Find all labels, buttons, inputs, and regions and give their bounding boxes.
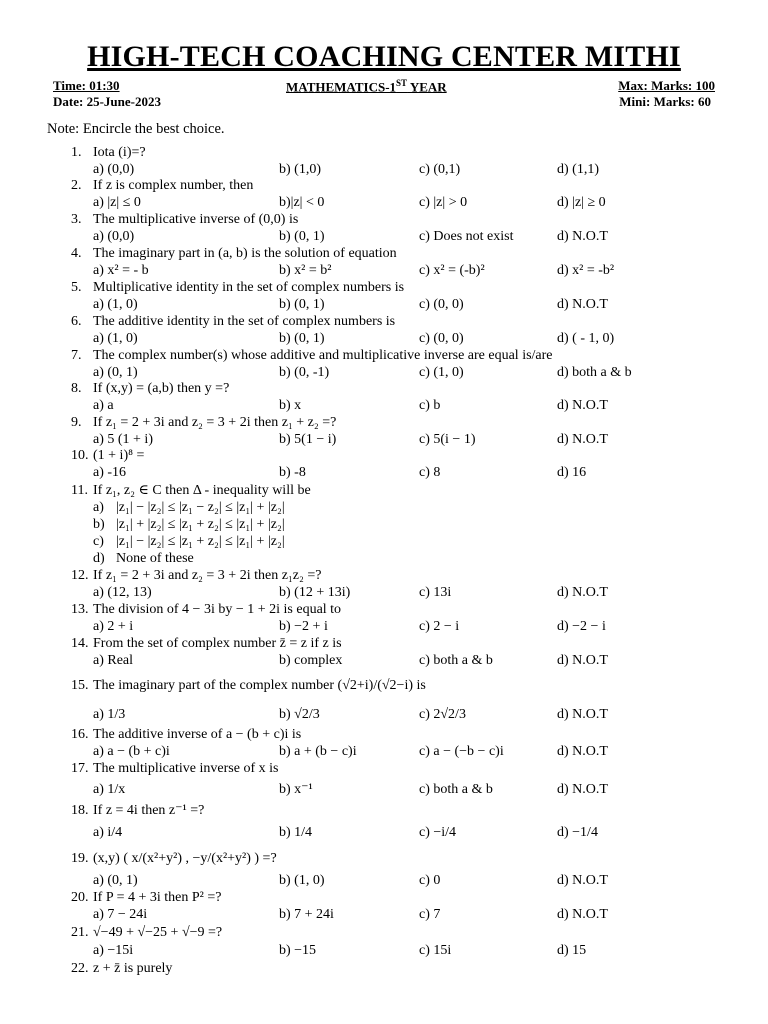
question-number: 7. bbox=[71, 348, 82, 363]
option-letter: d) bbox=[93, 551, 105, 566]
options-row bbox=[0, 824, 768, 841]
question-row bbox=[0, 601, 768, 618]
date-label: Date: 25-June-2023 bbox=[53, 94, 161, 109]
options-row bbox=[0, 194, 768, 211]
option-d[interactable]: d) N.O.T bbox=[557, 707, 608, 722]
question-number: 18. bbox=[71, 803, 89, 818]
question-number: 16. bbox=[71, 727, 89, 742]
option-d[interactable]: d) 16 bbox=[557, 465, 587, 480]
option-d[interactable]: d) N.O.T bbox=[557, 653, 608, 668]
question-text: The imaginary part of the complex number (√2+i)/(√2−i) is bbox=[93, 678, 426, 693]
option-a[interactable]: a) 7 − 24i bbox=[93, 907, 148, 922]
time-label: Time: 01:30 bbox=[53, 78, 120, 93]
option-c[interactable]: c) 15i bbox=[419, 943, 452, 958]
question-number: 9. bbox=[71, 415, 82, 430]
question-text: The multiplicative inverse of x is bbox=[93, 761, 279, 776]
question-row bbox=[0, 313, 768, 330]
option-b[interactable]: b) (0, 1) bbox=[279, 331, 325, 346]
option-d[interactable]: d) 15 bbox=[557, 943, 587, 958]
question-row bbox=[0, 144, 768, 161]
option-a[interactable]: a) 5 (1 + i) bbox=[93, 432, 153, 447]
question-number: 15. bbox=[71, 678, 89, 693]
option-row bbox=[0, 550, 768, 567]
option-d[interactable]: d) both a & b bbox=[557, 365, 632, 380]
question-number: 8. bbox=[71, 381, 82, 396]
question-text: The additive identity in the set of complex numbers is bbox=[93, 314, 396, 329]
document-title: HIGH-TECH COACHING CENTER MITHI bbox=[87, 40, 681, 73]
option-b[interactable]: b) 5(1 − i) bbox=[279, 432, 337, 447]
question-number: 11. bbox=[71, 483, 88, 498]
option-b[interactable]: b)|z| < 0 bbox=[279, 195, 325, 210]
option-a[interactable]: a) (12, 13) bbox=[93, 585, 152, 600]
options-row bbox=[0, 296, 768, 313]
question-text: If z = 4i then z⁻¹ =? bbox=[93, 803, 205, 818]
option-a[interactable]: a) −15i bbox=[93, 943, 134, 958]
options-row bbox=[0, 397, 768, 414]
question-number: 2. bbox=[71, 178, 82, 193]
subject-label: MATHEMATICS-1ST YEAR bbox=[286, 78, 447, 95]
option-d[interactable]: d) −1/4 bbox=[557, 825, 598, 840]
question-row bbox=[0, 677, 768, 694]
option-c[interactable]: c) a − (−b − c)i bbox=[419, 744, 504, 759]
option-text[interactable]: None of these bbox=[116, 551, 194, 566]
question-number: 10. bbox=[71, 448, 89, 463]
option-a[interactable]: a) a − (b + c)i bbox=[93, 744, 170, 759]
option-d[interactable]: d) N.O.T bbox=[557, 398, 608, 413]
question-row bbox=[0, 726, 768, 743]
question-text: If z is complex number, then bbox=[93, 178, 254, 193]
question-number: 1. bbox=[71, 145, 82, 160]
question-row bbox=[0, 802, 768, 819]
options-row bbox=[0, 618, 768, 635]
option-c[interactable]: c) (0,1) bbox=[419, 162, 461, 177]
question-number: 13. bbox=[71, 602, 89, 617]
question-number: 3. bbox=[71, 212, 82, 227]
option-b[interactable]: b) a + (b − c)i bbox=[279, 744, 357, 759]
options-row bbox=[0, 872, 768, 889]
option-a[interactable]: a) -16 bbox=[93, 465, 127, 480]
question-number: 19. bbox=[71, 851, 89, 866]
options-row bbox=[0, 161, 768, 178]
question-row bbox=[0, 414, 768, 431]
question-row bbox=[0, 889, 768, 906]
question-row bbox=[0, 447, 768, 464]
question-number: 20. bbox=[71, 890, 89, 905]
question-row bbox=[0, 960, 768, 977]
options-row bbox=[0, 652, 768, 669]
option-b[interactable]: b) (12 + 13i) bbox=[279, 585, 351, 600]
option-letter: c) bbox=[93, 534, 104, 549]
question-text: If z₁, z₂ ∈ C then Δ - inequality will be bbox=[93, 483, 311, 498]
option-b[interactable]: b) complex bbox=[279, 653, 343, 668]
option-a[interactable]: a) Real bbox=[93, 653, 134, 668]
option-d[interactable]: d) N.O.T bbox=[557, 907, 608, 922]
options-row bbox=[0, 364, 768, 381]
option-c[interactable]: c) 0 bbox=[419, 873, 441, 888]
option-b[interactable]: b) x⁻¹ bbox=[279, 782, 313, 797]
option-d[interactable]: d) N.O.T bbox=[557, 782, 608, 797]
option-a[interactable]: a) x² = - b bbox=[93, 263, 149, 278]
option-c[interactable]: c) (0, 0) bbox=[419, 297, 464, 312]
question-row bbox=[0, 380, 768, 397]
option-b[interactable]: b) 1/4 bbox=[279, 825, 313, 840]
option-c[interactable]: c) |z| > 0 bbox=[419, 195, 468, 210]
option-a[interactable]: a) (1, 0) bbox=[93, 331, 138, 346]
question-row bbox=[0, 347, 768, 364]
question-number: 14. bbox=[71, 636, 89, 651]
option-text[interactable]: |z₁| − |z₂| ≤ |z₁ − z₂| ≤ |z₁| + |z₂| bbox=[116, 500, 285, 515]
question-row bbox=[0, 211, 768, 228]
option-b[interactable]: b) (0, -1) bbox=[279, 365, 330, 380]
option-c[interactable]: c) −i/4 bbox=[419, 825, 457, 840]
question-number: 22. bbox=[71, 961, 89, 976]
question-text: Multiplicative identity in the set of complex numbers is bbox=[93, 280, 405, 295]
option-d[interactable]: d) ( - 1, 0) bbox=[557, 331, 615, 346]
question-text: If (x,y) = (a,b) then y =? bbox=[93, 381, 230, 396]
option-a[interactable]: a) a bbox=[93, 398, 114, 413]
option-a[interactable]: a) 1/3 bbox=[93, 707, 126, 722]
option-b[interactable]: b) x² = b² bbox=[279, 263, 332, 278]
option-d[interactable]: d) |z| ≥ 0 bbox=[557, 195, 606, 210]
question-text: The additive inverse of a − (b + c)i is bbox=[93, 727, 302, 742]
option-text[interactable]: |z₁| − |z₂| ≤ |z₁ + z₂| ≤ |z₁| + |z₂| bbox=[116, 534, 285, 549]
question-text: √−49 + √−25 + √−9 =? bbox=[93, 925, 223, 940]
options-row bbox=[0, 228, 768, 245]
options-row bbox=[0, 743, 768, 760]
question-row bbox=[0, 279, 768, 296]
question-text: From the set of complex number z̄ = z if z is bbox=[93, 636, 342, 651]
option-d[interactable]: d) (1,1) bbox=[557, 162, 599, 177]
question-text: (1 + i)⁸ = bbox=[93, 448, 145, 463]
question-row bbox=[0, 924, 768, 941]
question-text: z + z̄ is purely bbox=[93, 961, 173, 976]
question-number: 5. bbox=[71, 280, 82, 295]
option-c[interactable]: c) 8 bbox=[419, 465, 441, 480]
option-b[interactable]: b) 7 + 24i bbox=[279, 907, 334, 922]
options-row bbox=[0, 262, 768, 279]
options-row bbox=[0, 584, 768, 601]
options-row bbox=[0, 706, 768, 723]
option-row bbox=[0, 516, 768, 533]
option-c[interactable]: c) 2 − i bbox=[419, 619, 460, 634]
question-row bbox=[0, 635, 768, 652]
option-text[interactable]: |z₁| + |z₂| ≤ |z₁ + z₂| ≤ |z₁| + |z₂| bbox=[116, 517, 285, 532]
option-d[interactable]: d) N.O.T bbox=[557, 229, 608, 244]
option-d[interactable]: d) N.O.T bbox=[557, 297, 608, 312]
option-a[interactable]: a) 1/x bbox=[93, 782, 126, 797]
options-row bbox=[0, 906, 768, 923]
question-row bbox=[0, 482, 768, 499]
option-d[interactable]: d) N.O.T bbox=[557, 585, 608, 600]
option-c[interactable]: c) (1, 0) bbox=[419, 365, 464, 380]
option-c[interactable]: c) both a & b bbox=[419, 653, 493, 668]
option-b[interactable]: b) x bbox=[279, 398, 302, 413]
option-letter: a) bbox=[93, 500, 104, 515]
options-row bbox=[0, 781, 768, 798]
option-a[interactable]: a) (1, 0) bbox=[93, 297, 138, 312]
question-text: The division of 4 − 3i by − 1 + 2i is equal to bbox=[93, 602, 342, 617]
note-text: Note: Encircle the best choice. bbox=[47, 121, 225, 137]
option-c[interactable]: c) 2√2/3 bbox=[419, 707, 466, 722]
options-row bbox=[0, 464, 768, 481]
question-row bbox=[0, 245, 768, 262]
option-a[interactable]: a) (0,0) bbox=[93, 229, 135, 244]
option-b[interactable]: b) −15 bbox=[279, 943, 317, 958]
option-row bbox=[0, 499, 768, 516]
option-b[interactable]: b) -8 bbox=[279, 465, 306, 480]
question-text: The complex number(s) whose additive and multiplicative inverse are equal is/are bbox=[93, 348, 553, 363]
option-row bbox=[0, 533, 768, 550]
option-letter: b) bbox=[93, 517, 105, 532]
options-row bbox=[0, 330, 768, 347]
option-c[interactable]: c) 7 bbox=[419, 907, 441, 922]
question-text: If z₁ = 2 + 3i and z₂ = 3 + 2i then z₁ + z₂ =? bbox=[93, 415, 337, 430]
question-number: 12. bbox=[71, 568, 89, 583]
option-d[interactable]: d) −2 − i bbox=[557, 619, 606, 634]
option-a[interactable]: a) (0, 1) bbox=[93, 365, 138, 380]
option-c[interactable]: c) Does not exist bbox=[419, 229, 514, 244]
max-marks-label: Max: Marks: 100 bbox=[618, 78, 715, 93]
option-b[interactable]: b) (0, 1) bbox=[279, 297, 325, 312]
question-number: 4. bbox=[71, 246, 82, 261]
question-number: 17. bbox=[71, 761, 89, 776]
question-text: If P = 4 + 3i then P² =? bbox=[93, 890, 222, 905]
question-text: The imaginary part in (a, b) is the solution of equation bbox=[93, 246, 397, 261]
options-row bbox=[0, 431, 768, 448]
option-d[interactable]: d) x² = -b² bbox=[557, 263, 615, 278]
option-d[interactable]: d) N.O.T bbox=[557, 432, 608, 447]
question-text: The multiplicative inverse of (0,0) is bbox=[93, 212, 299, 227]
min-marks-label: Mini: Marks: 60 bbox=[619, 94, 711, 109]
option-c[interactable]: c) x² = (-b)² bbox=[419, 263, 485, 278]
question-text: (x,y) ( x/(x²+y²) , −y/(x²+y²) ) =? bbox=[93, 851, 277, 866]
option-a[interactable]: a) (0, 1) bbox=[93, 873, 138, 888]
option-c[interactable]: c) both a & b bbox=[419, 782, 493, 797]
options-row bbox=[0, 942, 768, 959]
option-d[interactable]: d) N.O.T bbox=[557, 744, 608, 759]
question-number: 6. bbox=[71, 314, 82, 329]
option-a[interactable]: a) (0,0) bbox=[93, 162, 135, 177]
question-text: If z₁ = 2 + 3i and z₂ = 3 + 2i then z₁z₂ =? bbox=[93, 568, 322, 583]
question-number: 21. bbox=[71, 925, 89, 940]
option-c[interactable]: c) 5(i − 1) bbox=[419, 432, 476, 447]
question-text: Iota (i)=? bbox=[93, 145, 146, 160]
option-a[interactable]: a) 2 + i bbox=[93, 619, 134, 634]
question-row bbox=[0, 177, 768, 194]
option-a[interactable]: a) i/4 bbox=[93, 825, 123, 840]
question-row bbox=[0, 760, 768, 777]
option-b[interactable]: b) −2 + i bbox=[279, 619, 328, 634]
option-b[interactable]: b) (1,0) bbox=[279, 162, 321, 177]
option-a[interactable]: a) |z| ≤ 0 bbox=[93, 195, 141, 210]
option-b[interactable]: b) (0, 1) bbox=[279, 229, 325, 244]
question-row bbox=[0, 850, 768, 867]
question-row bbox=[0, 567, 768, 584]
option-b[interactable]: b) (1, 0) bbox=[279, 873, 325, 888]
option-d[interactable]: d) N.O.T bbox=[557, 873, 608, 888]
option-c[interactable]: c) b bbox=[419, 398, 441, 413]
option-b[interactable]: b) √2/3 bbox=[279, 707, 320, 722]
option-c[interactable]: c) (0, 0) bbox=[419, 331, 464, 346]
option-c[interactable]: c) 13i bbox=[419, 585, 452, 600]
